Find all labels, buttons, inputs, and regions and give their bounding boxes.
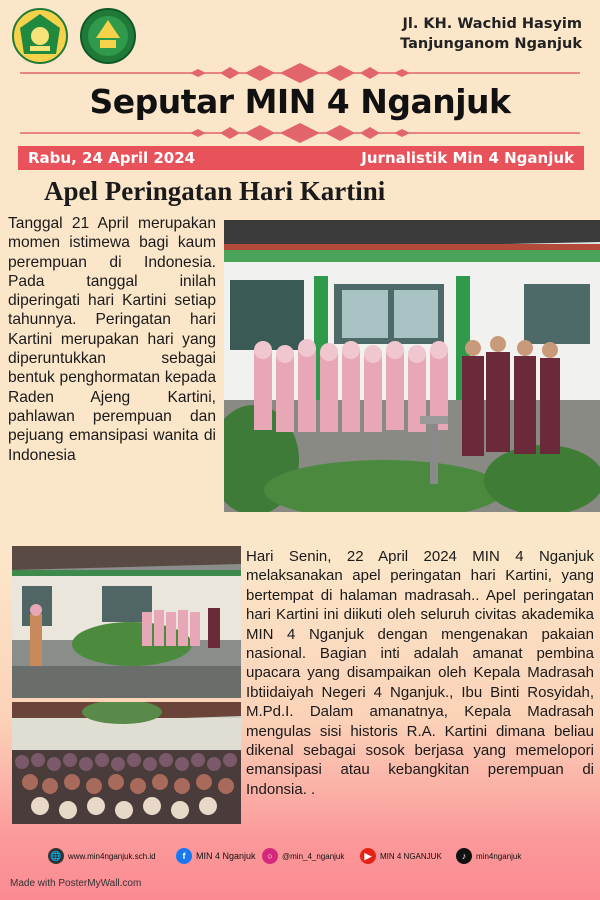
instagram-icon: ○ xyxy=(262,848,278,864)
footer-instagram[interactable] xyxy=(262,846,344,866)
footer-website[interactable] xyxy=(48,846,156,866)
kemenag-logo-icon xyxy=(12,8,68,64)
tiktok-icon: ♪ xyxy=(456,848,472,864)
address-line-1: Jl. KH. Wachid Hasyim xyxy=(402,16,582,32)
ornament-band-top xyxy=(20,62,580,84)
madrasah-logo-icon xyxy=(80,8,136,64)
footer-facebook[interactable] xyxy=(176,846,256,866)
ornament-band-bottom xyxy=(20,122,580,144)
article-body: Hari Senin, 22 April 2024 MIN 4 Nganjuk melaksanakan apel peringatan hari Kartini, yang bertempat di halaman madrasah.. Apel peringatan hari Kartini ini diikuti oleh seluruh civitas akademika MIN 4 Nganjuk dengan mengenakan pakaian nasional. Bagian inti adalah amanat pembina upacara yang disampaikan oleh Kepala Madrasah Ibtiidaiyah Negeri 4 Nganjuk., Ibu Binti Rosyidah, M.Pd.I. Dalam amanatnya, Kepala Madrasah mengulas sisi historis R.A. Kartini dimana beliau dikenal sebagai sosok berjasa yang memelopori emansipasi atau kebangkitan perempuan di Indonsia. . xyxy=(246,548,594,798)
website-label: www.min4nganjuk.sch.id xyxy=(68,851,156,861)
made-with-credit: Made with PosterMyWall.com xyxy=(10,878,142,889)
youtube-label: MIN 4 NGANJUK xyxy=(380,851,442,861)
facebook-label: MIN 4 Nganjuk xyxy=(196,851,256,861)
ceremony-photo-1 xyxy=(12,546,241,698)
globe-icon: 🌐 xyxy=(48,848,64,864)
date-section-bar xyxy=(18,146,584,170)
footer-tiktok[interactable] xyxy=(456,846,521,866)
footer-youtube[interactable] xyxy=(360,846,442,866)
tiktok-label: min4nganjuk xyxy=(476,851,522,861)
article-title: Apel Peringatan Hari Kartini xyxy=(44,176,386,206)
article-intro: Tanggal 21 April merupakan momen istimewa bagi kaum perempuan di Indonesia. Pada tanggal inilah diperingati hari Kartini setiap tahunnya. Peringatan hari Kartini merupakan hari yang diperuntukkan sebagai bentuk penghormatan kepada Raden Ajeng Kartini, pahlawan perempuan dan pejuang emansipasi wanita di Indonesia xyxy=(8,215,216,464)
ceremony-photo-2 xyxy=(12,702,241,824)
newsletter-title: Seputar MIN 4 Nganjuk xyxy=(89,82,511,121)
address-line-2: Tanjunganom Nganjuk xyxy=(400,36,582,52)
issue-date: Rabu, 24 April 2024 xyxy=(28,149,196,167)
school-address xyxy=(400,14,582,54)
main-photo xyxy=(224,220,600,512)
youtube-icon: ▶ xyxy=(360,848,376,864)
instagram-label: @min_4_nganjuk xyxy=(282,851,345,861)
section-name: Jurnalistik Min 4 Nganjuk xyxy=(361,149,574,167)
facebook-icon: f xyxy=(176,848,192,864)
